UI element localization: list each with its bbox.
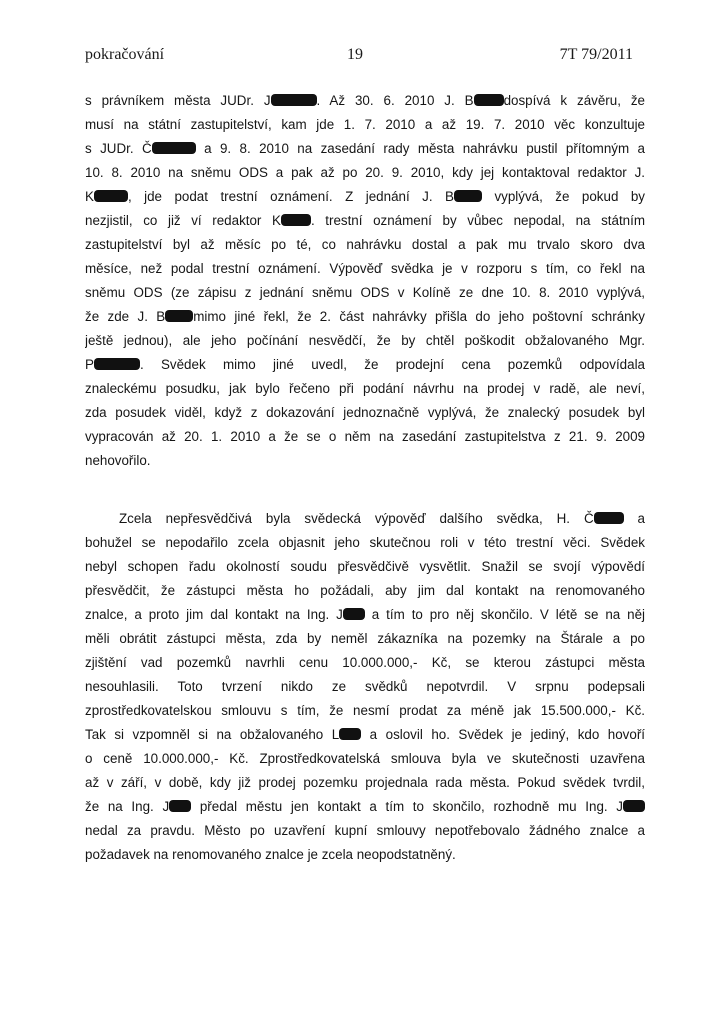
text-line: K , jde podat trestní oznámení. Z jednání J. B vyplývá, že pokud by <box>85 189 645 204</box>
text-line: nezjistil, co již ví redaktor K . trestní oznámení by vůbec nepodal, na státním <box>85 213 645 228</box>
text-line: vypracován až 20. 1. 2010 a že se o něm na zasedání zastupitelstva z 21. 9. 2009 <box>85 429 645 444</box>
text-line: až v září, v době, kdy již prodej pozemku projednala rada města. Pokud svědek tvrdil, <box>85 775 645 790</box>
text-line: zastupitelství byl až měsíc po té, co nahrávku dostal a pak mu trvalo skoro dva <box>85 237 645 252</box>
redaction-mark <box>152 142 196 154</box>
redaction-mark <box>94 190 128 202</box>
text-line: že zde J. B mimo jiné řekl, že 2. část nahrávky přišla do jeho poštovní schránky <box>85 309 645 324</box>
text-line: nedal za pravdu. Město po uzavření kupní smlouvy nepotřebovalo žádného znalce a <box>85 823 645 838</box>
text-line: o ceně 10.000.000,- Kč. Zprostředkovatelská smlouva byla ve skutečnosti uzavřena <box>85 751 645 766</box>
text-line: musí na státní zastupitelství, kam jde 1. 7. 2010 a až 19. 7. 2010 věc konzultuje <box>85 117 645 132</box>
text-line: zjištění vad pozemků navrhli cenu 10.000.000,- Kč, se kterou zástupci města <box>85 655 645 670</box>
text-line: sněmu ODS (ze zápisu z jednání sněmu ODS v Kolíně ze dne 10. 8. 2010 vyplývá, <box>85 285 645 300</box>
text-line: měli obrátit zástupci města, zda by neměl zákazníka na pozemky na Štárale a po <box>85 631 645 646</box>
text-line: požadavek na renomovaného znalce je zcela neopodstatněný. <box>85 847 456 862</box>
text-line: zprostředkovatelskou smlouvu s tím, že nesmí prodat za méně jak 15.500.000,- Kč. <box>85 703 645 718</box>
redaction-mark <box>165 310 193 322</box>
text-line: nehovořilo. <box>85 453 151 468</box>
paragraph <box>85 507 645 867</box>
text-line: znaleckému posudku, jak bylo řečeno při podání návrhu na prodej v radě, ale neví, <box>85 381 645 396</box>
redaction-mark <box>94 358 140 370</box>
redaction-mark <box>271 94 317 106</box>
text-line: ještě jednou), ale jeho počínání nesvědčí, že by chtěl poškodit obžalovaného Mgr. <box>85 333 645 348</box>
case-number: 7T 79/2011 <box>559 46 633 63</box>
text-line: bohužel se nepodařilo zcela objasnit jeho skutečnou roli v této trestní věci. Svědek <box>85 535 645 550</box>
text-line: Tak si vzpomněl si na obžalovaného L a oslovil ho. Svědek je jediný, kdo hovoří <box>85 727 645 742</box>
redaction-mark <box>594 512 624 524</box>
continuation-label: pokračování <box>85 46 165 63</box>
text-line: přesvědčit, že zástupci města ho požádali, aby jim dal kontakt na renomovaného <box>85 583 645 598</box>
document-body <box>85 89 645 867</box>
page-number: 19 <box>347 46 363 63</box>
text-line: 10. 8. 2010 na sněmu ODS a pak až po 20. 9. 2010, kdy jej kontaktoval redaktor J. <box>85 165 645 180</box>
page-header <box>85 46 633 70</box>
text-line: znalce, a proto jim dal kontakt na Ing. J a tím to pro něj skončilo. V létě se na něj <box>85 607 645 622</box>
text-line: nesouhlasili. Toto tvrzení nikdo ze svědků nepotvrdil. V srpnu podepsali <box>85 679 645 694</box>
text-line: měsíce, než podal trestní oznámení. Výpověď svědka je v rozporu s tím, co řekl na <box>85 261 645 276</box>
redaction-mark <box>339 728 361 740</box>
paragraph <box>85 89 645 473</box>
redaction-mark <box>623 800 645 812</box>
text-line: P . Svědek mimo jiné uvedl, že prodejní cena pozemků odpovídala <box>85 357 645 372</box>
text-line: zda posudek viděl, když z dokazování jednoznačně vyplývá, že znalecký posudek byl <box>85 405 645 420</box>
text-line: nebyl schopen řadu okolností soudu přesvědčivě vysvětlit. Snažil se svojí výpovědí <box>85 559 645 574</box>
text-line: s JUDr. Č a 9. 8. 2010 na zasedání rady města nahrávku pustil přítomným a <box>85 141 645 156</box>
redaction-mark <box>454 190 482 202</box>
redaction-mark <box>281 214 311 226</box>
redaction-mark <box>343 608 365 620</box>
text-line: Zcela nepřesvědčivá byla svědecká výpověď dalšího svědka, H. Č a <box>119 511 645 526</box>
redaction-mark <box>474 94 504 106</box>
text-line: že na Ing. J předal městu jen kontakt a tím to skončilo, rozhodně mu Ing. J <box>85 795 645 819</box>
redaction-mark <box>169 800 191 812</box>
text-line: s právníkem města JUDr. J . Až 30. 6. 2010 J. B dospívá k závěru, že <box>85 93 645 108</box>
